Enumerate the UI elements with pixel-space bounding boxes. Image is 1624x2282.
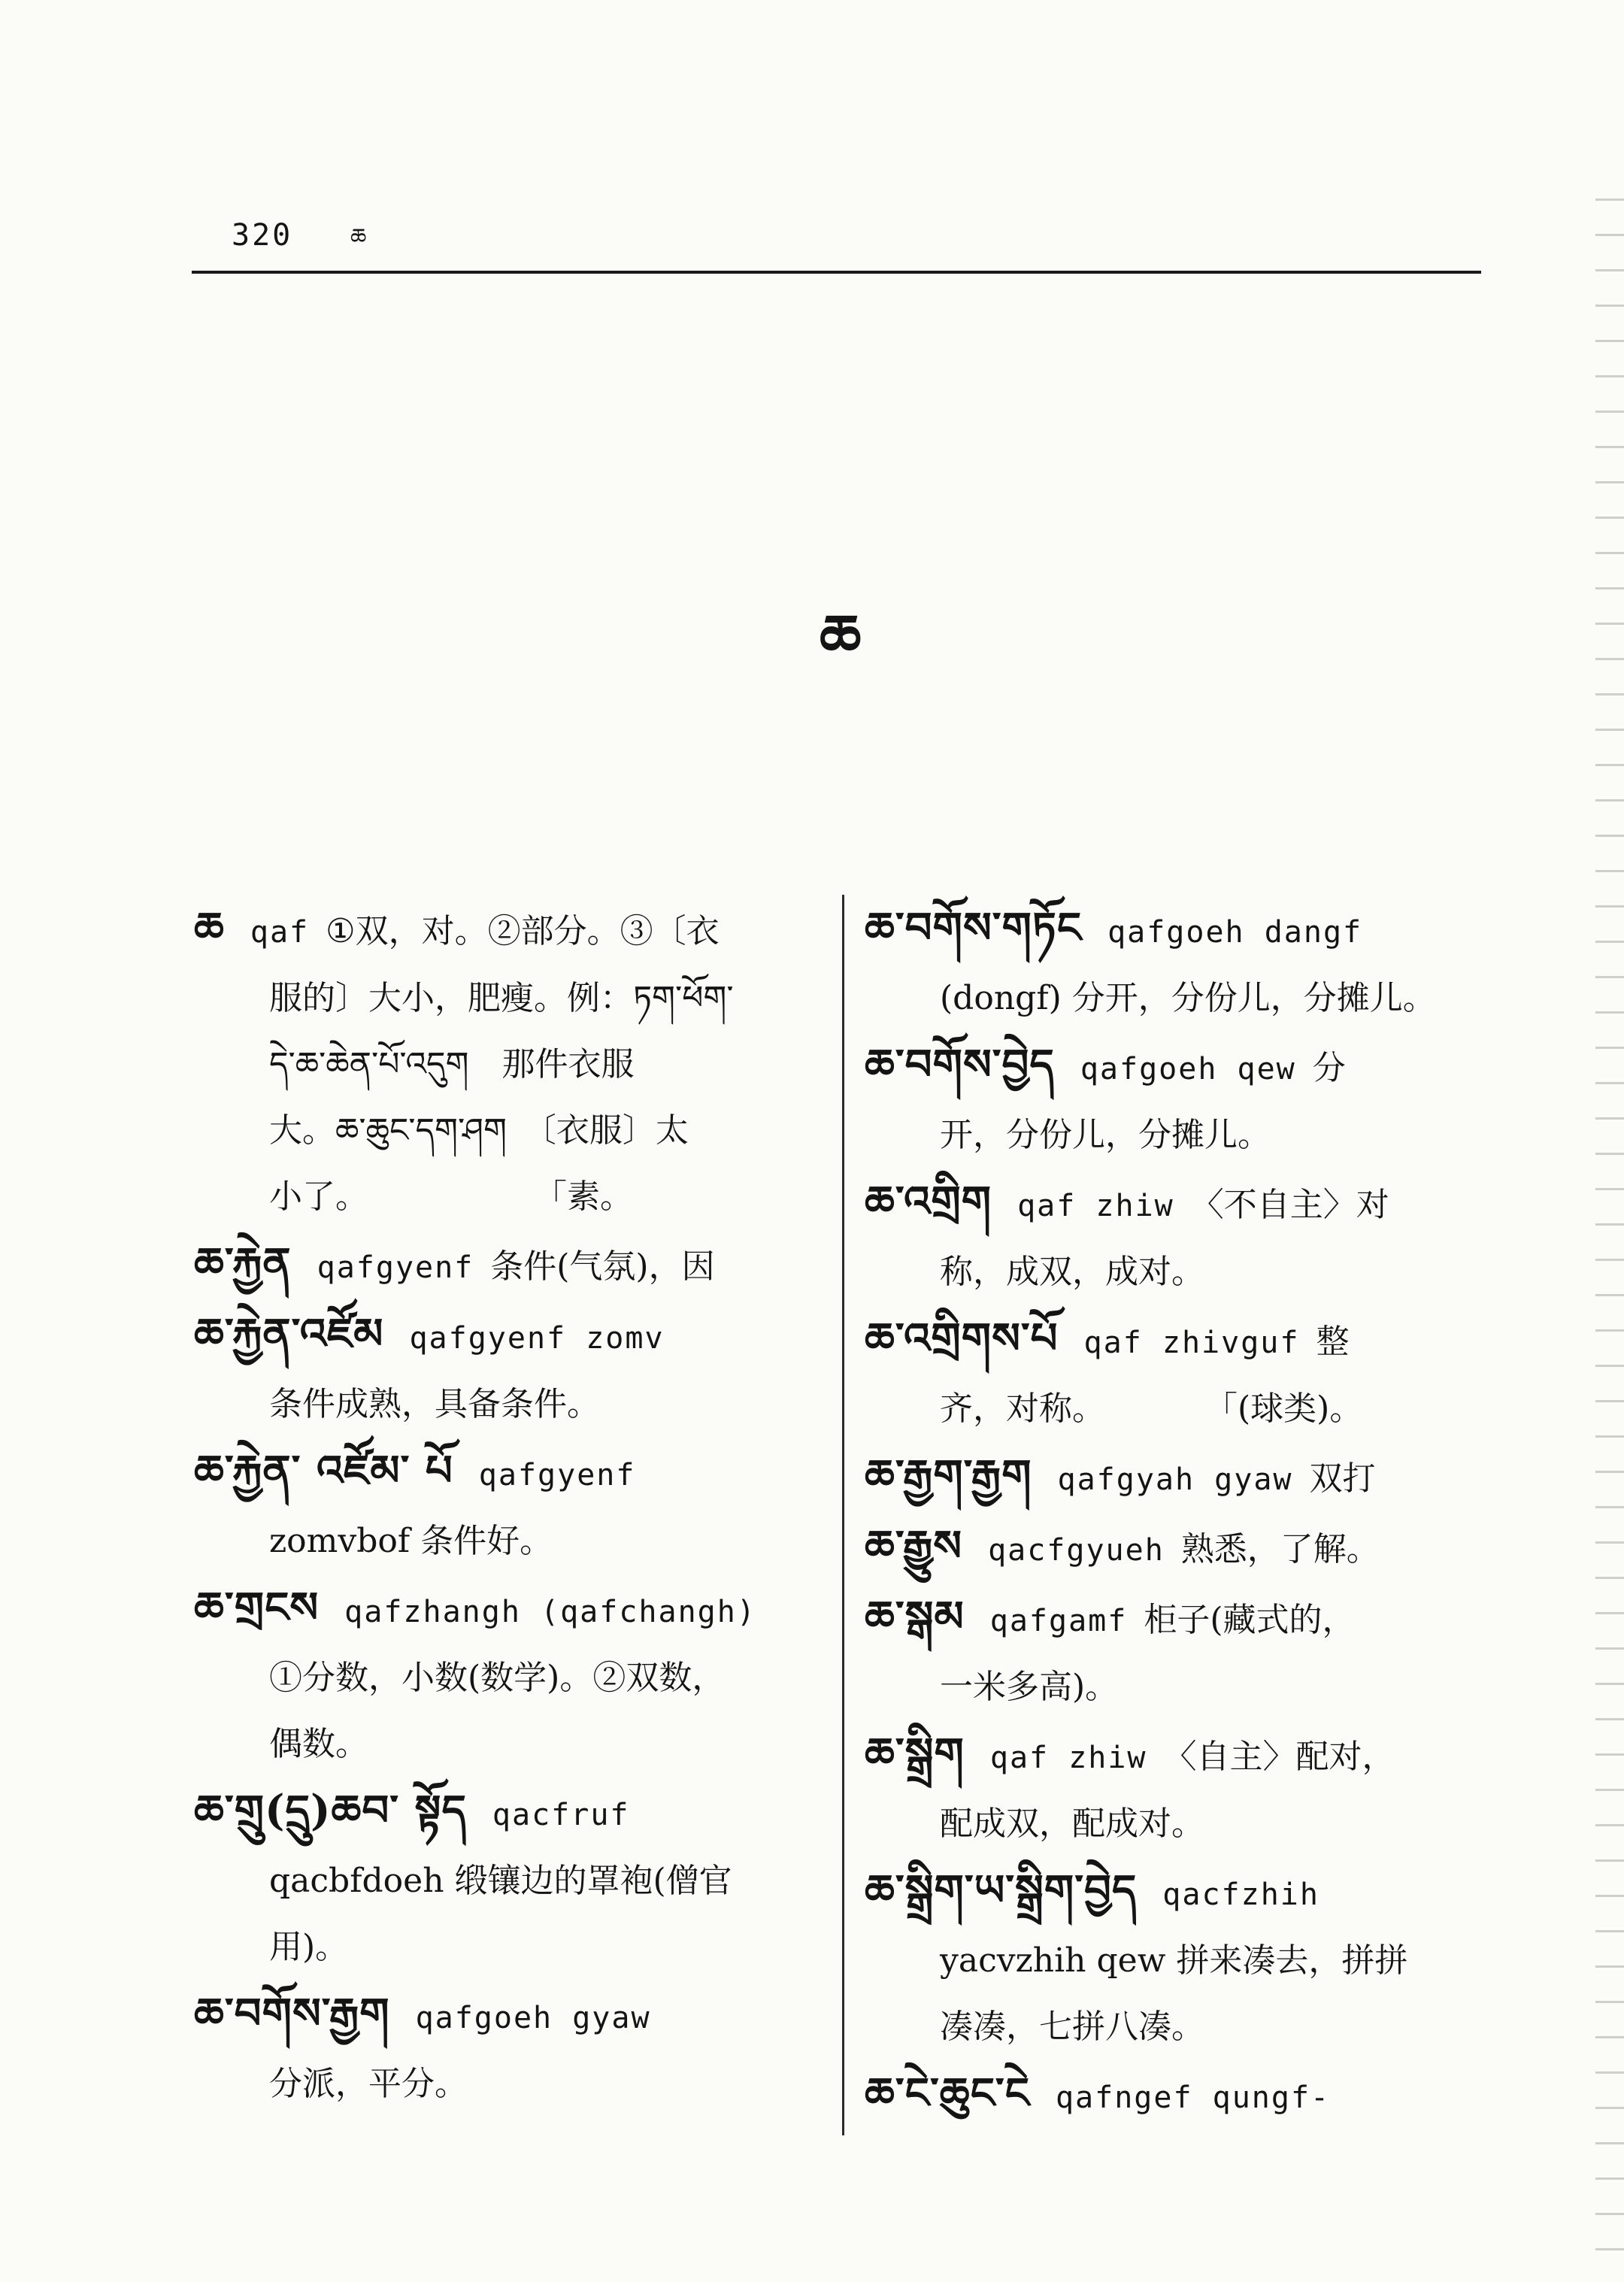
dictionary-entry xyxy=(865,1583,1489,1720)
column-rule xyxy=(842,895,844,2135)
entry-headword: ཆ་རྒྱུས xyxy=(865,1521,963,1571)
dictionary-entry xyxy=(194,1574,818,1777)
entry-romanization: qafzhangh (qafchangh) xyxy=(344,1595,756,1629)
page-edge-scan-noise xyxy=(1595,165,1624,2271)
entry-continuation-line: 分派，平分。 xyxy=(269,2065,468,2103)
entry-romanization: qafgoeh dangf xyxy=(1107,915,1363,950)
page-number: 320 xyxy=(232,218,293,253)
entry-headword: ཆ་གྲངས xyxy=(194,1583,320,1632)
entry-headword: ཆ་སྒྲིག xyxy=(865,1729,965,1778)
dictionary-entry xyxy=(865,1168,1489,1305)
entry-romanization: qacfzhih xyxy=(1162,1877,1320,1912)
header-rule xyxy=(192,271,1481,274)
entry-continuation-line: 大。ཆ་ཆུང་དག་ཤག 〔衣服〕太 xyxy=(269,1111,689,1150)
entry-romanization: qacfruf xyxy=(492,1798,630,1832)
dictionary-entry xyxy=(865,1513,1489,1583)
entry-definition: 〈自主〉配对， xyxy=(1163,1738,1395,1776)
entry-headword: ཆ་གྲུ(དྲུ)ཆབ་ སྟོད xyxy=(194,1786,467,1835)
entry-continuation-line: ①分数，小数(数学)。②双数， xyxy=(269,1659,726,1697)
entry-definition: ①双，对。②部分。③〔衣 xyxy=(326,912,720,950)
entry-headword: ཆ་རྐྱེན་ འཛོམ་ པོ xyxy=(194,1446,453,1496)
entry-romanization: qaf zhiw xyxy=(1017,1189,1174,1223)
entry-romanization: qafgyah gyaw xyxy=(1057,1462,1293,1497)
dictionary-entry xyxy=(194,895,818,1230)
entry-continuation-line: 一米多高)。 xyxy=(940,1668,1119,1706)
entry-romanization: qacfgyueh xyxy=(988,1533,1165,1568)
entry-romanization: qafgamf xyxy=(989,1604,1128,1638)
entry-headword: ཆ xyxy=(194,903,225,953)
dictionary-entry xyxy=(865,1442,1489,1513)
dictionary-entry xyxy=(194,1980,818,2117)
dictionary-entry xyxy=(865,1032,1489,1168)
entry-headword: ཆ་རྐྱེན xyxy=(194,1238,292,1288)
entry-continuation-line: 凑凑，七拼八凑。 xyxy=(940,2008,1204,2046)
dictionary-entry xyxy=(865,1857,1489,2060)
entry-headword: ཆ་བགོས་གཏོང xyxy=(865,903,1083,953)
right-column xyxy=(865,895,1489,2131)
entry-headword: ཆ་རྐྱེན་འཛོམ xyxy=(194,1309,384,1359)
dictionary-entry xyxy=(194,1777,818,1980)
running-head: ཆ xyxy=(350,224,367,250)
entry-headword: ཆ་སྒྲིག་ཡ་སྒྲིག་བྱེད xyxy=(865,1865,1138,1915)
entry-continuation-line: (dongf) 分开，分份儿，分摊儿。 xyxy=(940,979,1436,1017)
dictionary-entry xyxy=(194,1301,818,1438)
entry-continuation-line: 服的〕大小，肥瘦。例：ཏག་ཕོག་ xyxy=(269,979,734,1017)
entry-headword: ཆ་འགྲིགས་པོ xyxy=(865,1314,1059,1363)
entry-headword: ཆ་འགྲིག xyxy=(865,1177,992,1226)
entry-continuation-line: yacvzhih qew 拼来凑去，拼拼 xyxy=(940,1941,1408,1980)
entry-continuation-line: qacbfdoeh 缎镶边的罩袍(僧官 xyxy=(269,1862,732,1900)
entry-continuation-line: 偶数。 xyxy=(269,1725,368,1763)
entry-romanization: qafgoeh qew xyxy=(1080,1052,1296,1086)
entry-headword: ཆ་བགོས་བྱེད xyxy=(865,1040,1055,1089)
entry-definition: 柜子(藏式的， xyxy=(1144,1601,1356,1639)
entry-romanization: qaf xyxy=(250,915,310,950)
entry-romanization: qafgyenf xyxy=(478,1458,636,1493)
entry-headword: ཆ་རྒྱག་རྒྱག xyxy=(865,1450,1032,1500)
entry-romanization: qafngef qungf- xyxy=(1055,2080,1331,2115)
entry-continuation-line: 开，分份儿，分摊儿。 xyxy=(940,1116,1271,1154)
dictionary-entry xyxy=(865,1305,1489,1442)
entry-definition: 整 xyxy=(1316,1323,1350,1361)
entry-romanization: qaf zhiw xyxy=(989,1741,1147,1775)
entry-definition: 条件(气氛)，因 xyxy=(490,1247,715,1286)
dictionary-entry xyxy=(194,1438,818,1574)
entry-definition: 熟悉，了解。 xyxy=(1180,1530,1380,1568)
entry-continuation-line: 条件成熟，具备条件。 xyxy=(269,1385,600,1423)
entry-headword: ཆ་སྒམ xyxy=(865,1592,965,1641)
entry-romanization: qafgyenf xyxy=(317,1250,474,1285)
dictionary-entry xyxy=(865,1720,1489,1857)
entry-headword: ཆ་བགོས་རྒྱག xyxy=(194,1989,390,2038)
entry-headword: ཆ་ངེ་ཆུང་ངེ xyxy=(865,2068,1030,2118)
entry-definition: 双打 xyxy=(1309,1459,1376,1498)
entry-romanization: qafgyenf zomv xyxy=(409,1321,665,1356)
entry-continuation-line: 小了。 「素。 xyxy=(269,1177,633,1216)
entry-continuation-line: zomvbof 条件好。 xyxy=(269,1522,553,1560)
section-letter: ཆ xyxy=(820,602,862,671)
dictionary-entry xyxy=(865,895,1489,1032)
entry-romanization: qafgoeh gyaw xyxy=(415,2001,651,2035)
entry-definition: 〈不自主〉对 xyxy=(1190,1186,1389,1224)
dictionary-entry xyxy=(194,1230,818,1301)
dictionary-entry xyxy=(865,2060,1489,2131)
entry-continuation-line: 配成双，配成对。 xyxy=(940,1805,1204,1843)
left-column xyxy=(194,895,818,2117)
entry-continuation-line: དེ་ཆ་ཆེན་པོ་འདུག 那件衣服 xyxy=(269,1045,635,1083)
entry-romanization: qaf zhivguf xyxy=(1083,1326,1300,1360)
entry-continuation-line: 称，成双，成对。 xyxy=(940,1253,1204,1291)
entry-definition: 分 xyxy=(1312,1049,1346,1087)
entry-continuation-line: 齐，对称。 「(球类)。 xyxy=(940,1390,1363,1428)
entry-continuation-line: 用)。 xyxy=(269,1928,349,1966)
